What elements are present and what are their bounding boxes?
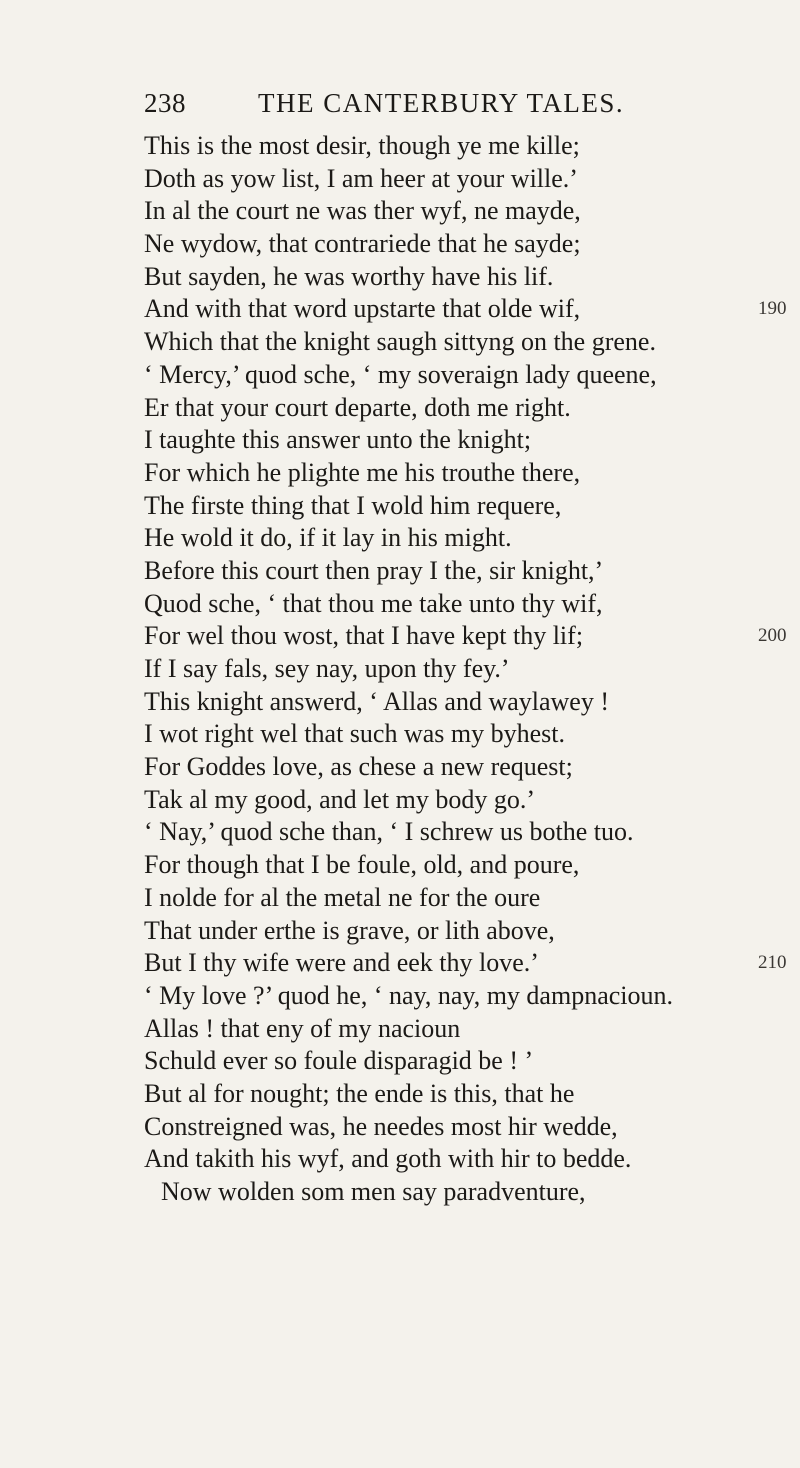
verse-line — [144, 1111, 784, 1144]
verse-text: This knight answerd, ‘ Allas and waylawey ! — [144, 686, 610, 716]
verse-line — [144, 293, 787, 326]
verse-text: For though that I be foule, old, and poure, — [144, 850, 580, 880]
verse-text: Constreigned was, he needes most hir wedde, — [144, 1111, 618, 1141]
verse-line — [144, 261, 784, 294]
poem-text — [144, 130, 787, 1209]
verse-text: I taughte this answer unto the knight; — [144, 425, 532, 455]
verse-text: In al the court ne was ther wyf, ne mayde, — [144, 196, 581, 226]
verse-text: And takith his wyf, and goth with hir to bedde. — [144, 1144, 632, 1174]
verse-line — [144, 555, 784, 588]
verse-line — [144, 784, 784, 817]
verse-text: For Goddes love, as chese a new request; — [144, 752, 573, 782]
verse-text: He wold it do, if it lay in his might. — [144, 523, 512, 553]
verse-text: Which that the knight saugh sittyng on the grene. — [144, 327, 656, 357]
verse-line — [144, 588, 784, 621]
verse-text: Tak al my good, and let my body go.’ — [144, 784, 536, 814]
verse-line — [144, 653, 784, 686]
verse-text: Ne wydow, that contrariede that he sayde; — [144, 229, 581, 259]
verse-line — [144, 620, 787, 653]
verse-text: Now wolden som men say paradventure, — [161, 1177, 586, 1206]
verse-text: I nolde for al the metal ne for the oure — [144, 882, 541, 912]
verse-line — [144, 947, 787, 980]
verse-text: This is the most desir, though ye me kille; — [144, 131, 580, 160]
verse-line — [144, 490, 784, 523]
verse-text: Schuld ever so foule disparagid be ! ’ — [144, 1046, 534, 1076]
verse-text: But sayden, he was worthy have his lif. — [144, 261, 554, 291]
running-title: THE CANTERBURY TALES. — [258, 88, 625, 118]
verse-text: Doth as yow list, I am heer at your wille.’ — [144, 163, 578, 193]
verse-line — [144, 1143, 784, 1176]
verse-text: ‘ Nay,’ quod sche than, ‘ I schrew us bothe tuo. — [144, 817, 634, 847]
verse-line — [144, 751, 784, 784]
verse-line — [144, 1176, 784, 1209]
verse-line — [144, 849, 784, 882]
verse-line — [144, 1045, 784, 1078]
verse-line — [144, 326, 784, 359]
line-number: 200 — [758, 625, 787, 647]
verse-line — [144, 457, 784, 490]
verse-line — [144, 163, 784, 196]
verse-text: For wel thou wost, that I have kept thy lif; — [144, 621, 584, 651]
verse-text: But I thy wife were and eek thy love.’ — [144, 948, 539, 978]
verse-line — [144, 816, 784, 849]
verse-text: But al for nought; the ende is this, that he — [144, 1078, 575, 1108]
verse-text: For which he plighte me his trouthe there, — [144, 457, 581, 487]
verse-line — [144, 915, 784, 948]
verse-text: The firste thing that I wold him requere, — [144, 490, 562, 520]
verse-text: Quod sche, ‘ that thou me take unto thy wif, — [144, 588, 603, 618]
verse-line — [144, 359, 784, 392]
verse-line — [144, 1078, 784, 1111]
verse-text: Allas ! that eny of my nacioun — [144, 1013, 461, 1043]
verse-line — [144, 424, 784, 457]
verse-line — [144, 522, 784, 555]
verse-text: ‘ My love ?’ quod he, ‘ nay, nay, my dampnacioun. — [144, 980, 674, 1010]
verse-line — [144, 686, 784, 719]
verse-text: ‘ Mercy,’ quod sche, ‘ my soveraign lady queene, — [144, 359, 657, 389]
verse-line — [144, 1013, 784, 1046]
verse-text: If I say fals, sey nay, upon thy fey.’ — [144, 654, 510, 683]
line-number: 210 — [758, 952, 787, 974]
page-number: 238 — [144, 88, 186, 118]
verse-text: Er that your court departe, doth me right. — [144, 392, 571, 422]
line-number: 190 — [758, 298, 787, 320]
verse-text: That under erthe is grave, or lith above, — [144, 915, 555, 945]
verse-line — [144, 195, 784, 228]
verse-text: Before this court then pray I the, sir knight,’ — [144, 555, 604, 585]
running-head — [144, 88, 664, 124]
verse-line — [144, 882, 784, 915]
verse-line — [144, 228, 784, 261]
verse-line — [144, 718, 784, 751]
verse-text: I wot right wel that such was my byhest. — [144, 719, 565, 749]
verse-text: And with that word upstarte that olde wif, — [144, 294, 581, 324]
verse-line — [144, 130, 784, 163]
verse-line — [144, 392, 784, 425]
verse-line — [144, 980, 784, 1013]
